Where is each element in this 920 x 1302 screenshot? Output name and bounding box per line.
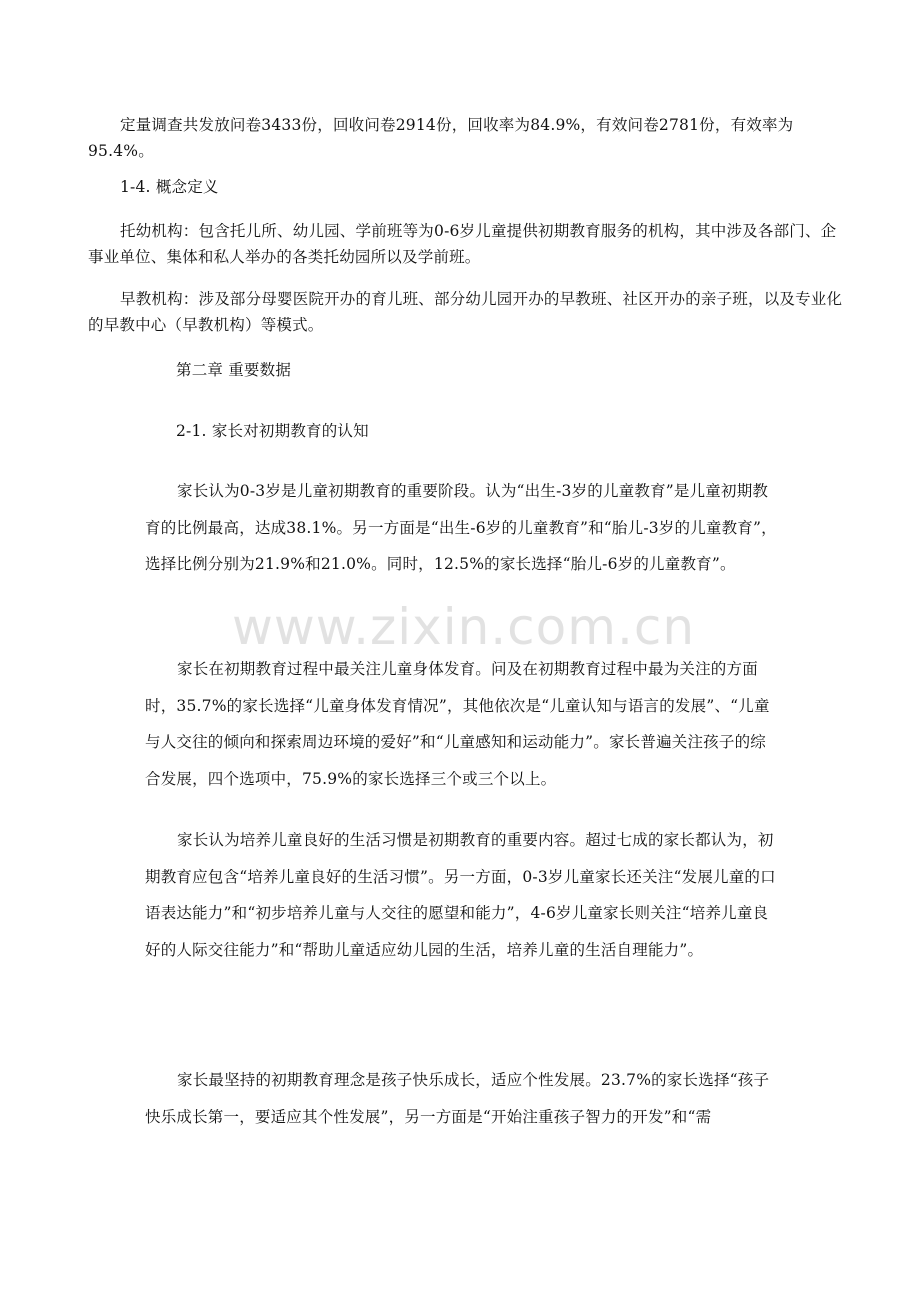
- definition-childcare-paragraph: 托幼机构：包含托儿所、幼儿园、学前班等为0-6岁儿童提供初期教育服务的机构，其中涉及各部门、企事业单位、集体和私人举办的各类托幼园所以及学前班。: [88, 222, 837, 266]
- body-paragraph: 家长最坚持的初期教育理念是孩子快乐成长，适应个性发展。23.7%的家长选择“孩子快乐成长第一，要适应其个性发展”，另一方面是“开始注重孩子智力的开发”和“需: [145, 1071, 770, 1126]
- section-1-4-heading: 1-4. 概念定义: [120, 178, 219, 196]
- body-paragraph: 家长认为培养儿童良好的生活习惯是初期教育的重要内容。超过七成的家长都认为，初期教育应包含“培养儿童良好的生活习惯”。另一方面，0-3岁儿童家长还关注“发展儿童的口语表达能力”和“初步培养儿童与人交往的愿望和能力”，4-6岁儿童家长则关注“培养儿童良好的人际交往能力”和“帮助儿童适应幼儿园的生活，培养儿童的生活自理能力”。: [145, 831, 776, 959]
- section-2-1-heading: 2-1. 家长对初期教育的认知: [176, 422, 369, 440]
- definition-early-education-paragraph: 早教机构：涉及部分母婴医院开办的育儿班、部分幼儿园开办的早教班、社区开办的亲子班，以及专业化的早教中心（早教机构）等模式。: [88, 290, 843, 334]
- body-paragraph: 家长认为0-3岁是儿童初期教育的重要阶段。认为“出生-3岁的儿童教育”是儿童初期教育的比例最高，达成38.1%。另一方面是“出生-6岁的儿童教育”和“胎儿-3岁的儿童教育”，选择比例分别为21.9%和21.0%。同时，12.5%的家长选择“胎儿-6岁的儿童教育”。: [145, 482, 777, 573]
- body-paragraph: 家长在初期教育过程中最关注儿童身体发育。问及在初期教育过程中最为关注的方面时，35.7%的家长选择“儿童身体发育情况”，其他依次是“儿童认知与语言的发展”、“儿童与人交往的倾向和探索周边环境的爱好”和“儿童感知和运动能力”。家长普遍关注孩子的综合发展，四个选项中，75.9%的家长选择三个或三个以上。: [145, 660, 770, 788]
- chapter-2-heading: 第二章 重要数据: [176, 361, 292, 379]
- watermark-text: www.zixin.com.cn: [232, 598, 696, 656]
- intro-paragraph: 定量调查共发放问卷3433份，回收问卷2914份，回收率为84.9%，有效问卷2781份，有效率为95.4%。: [88, 116, 794, 160]
